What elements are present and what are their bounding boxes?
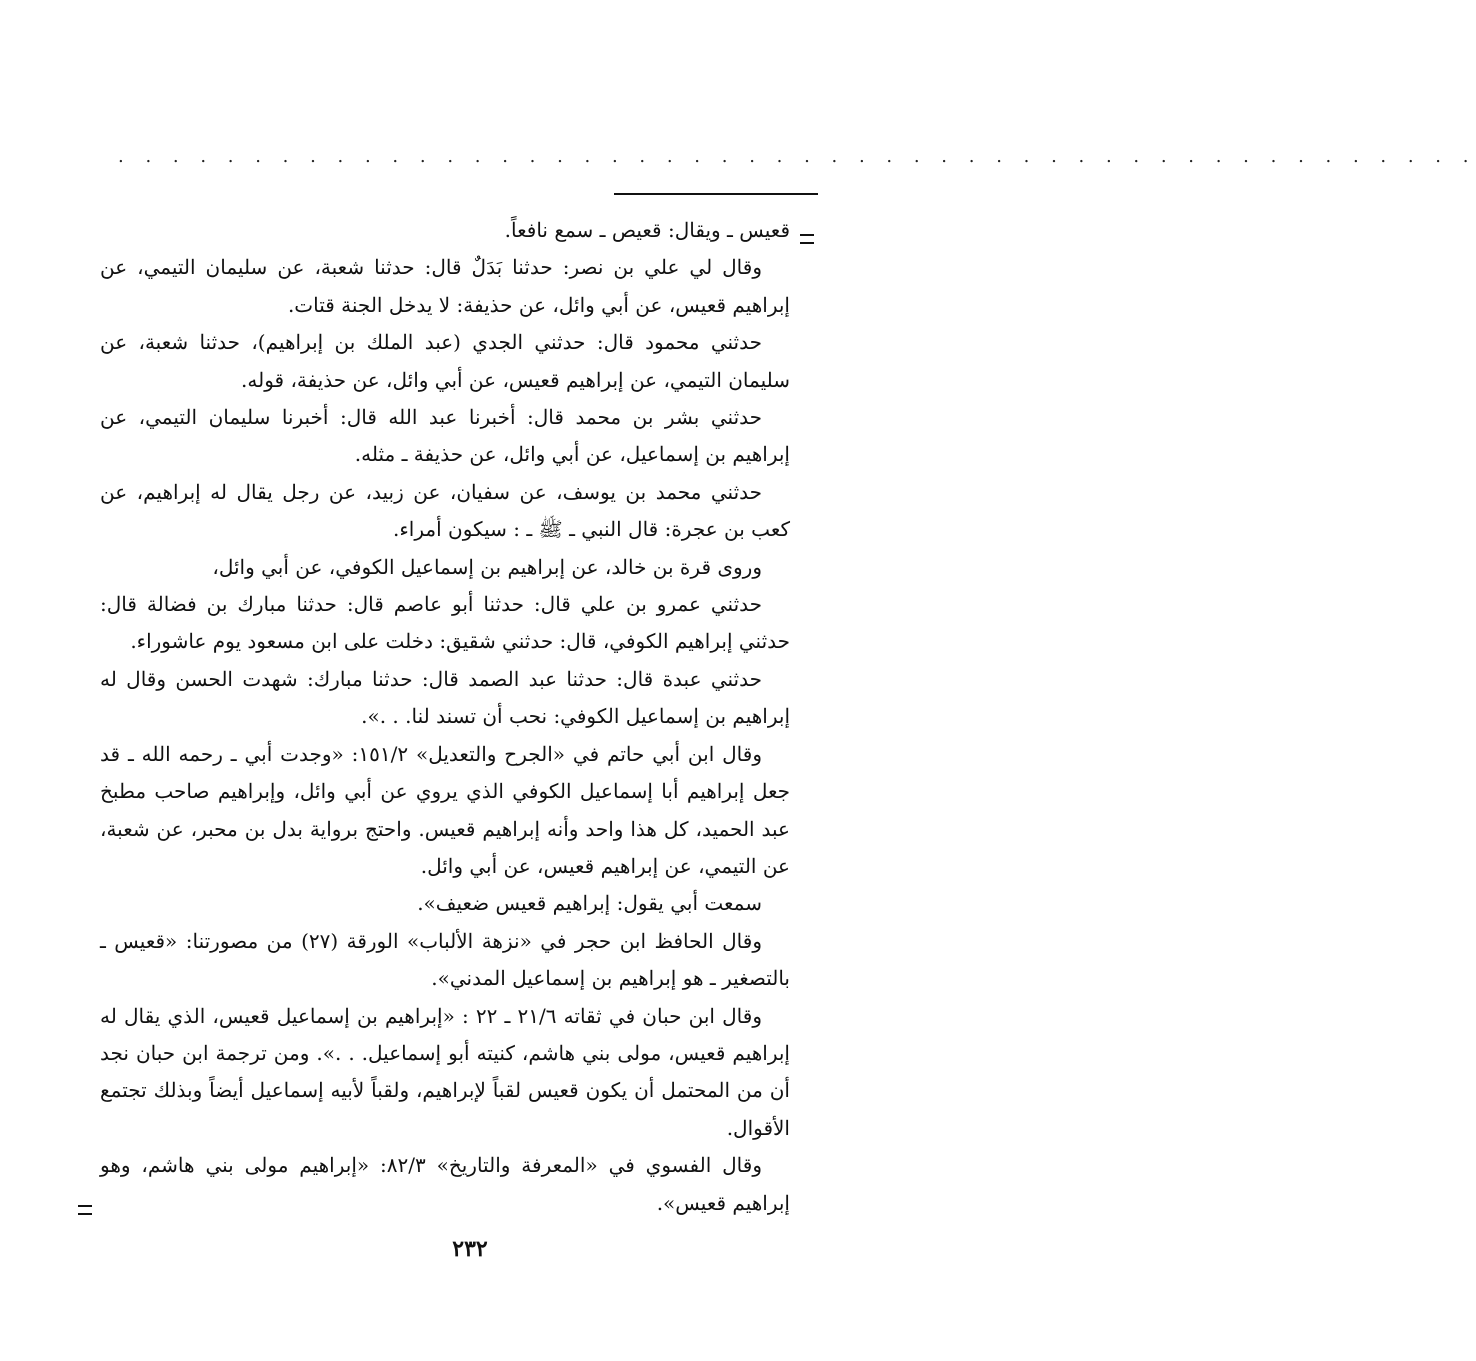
paragraph: حدثني محمد بن يوسف، عن سفيان، عن زبيد، عن رجل يقال له إبراهيم، عن كعب بن عجرة: قال النبي ـ ﷺ ـ : سيكون أمراء. [100,479,790,542]
paragraph: وقال ابن أبي حاتم في «الجرح والتعديل» ١٥١/٢: «وجدت أبي ـ رحمه الله ـ قد جعل إبراهيم أبا إسماعيل الكوفي الذي يروي عن أبي وائل، وإبراهيم صاحب مطبخ عبد الحميد، كل هذا واحد وأنه إبراهيم قعيس. واحتج برواية بدل بن محبر، عن شعبة، عن التيمي، عن إبراهيم قعيس، عن أبي وائل. [100,741,790,878]
paragraph: وقال لي علي بن نصر: حدثنا بَدَلٌ قال: حدثنا شعبة، عن سليمان التيمي، عن إبراهيم قعيس، عن أبي وائل، عن حذيفة: لا يدخل الجنة قتات. [100,255,790,317]
paragraph: حدثني عمرو بن علي قال: حدثنا أبو عاصم قال: حدثنا مبارك بن فضالة قال: حدثني إبراهيم الكوفي، قال: حدثني شقيق: دخلت على ابن مسعود يوم عاشوراء. [100,592,790,654]
paragraph: وقال ابن حبان في ثقاته ٢١/٦ ـ ٢٢ : «إبراهيم بن إسماعيل قعيس، الذي يقال له إبراهيم قعيس، مولى بني هاشم، كنيته أبو إسماعيل. . .». ومن ترجمة ابن حبان نجد أن من المحتمل أن يكون قعيس لقباً لإبراهيم، ولقباً لأبيه إسماعيل أيضاً وبذلك تجتمع الأقوال. [100,1003,790,1140]
dotted-separator: . . . . . . . . . . . . . . . . . . . . . . . . . . . . . . . . . . . . . . . . . . . . . . . . . . [118,146,1476,167]
footnote-rule [614,193,818,195]
paragraph: حدثني محمود قال: حدثني الجدي (عبد الملك بن إبراهيم)، حدثنا شعبة، عن سليمان التيمي، عن إبراهيم قعيس، عن أبي وائل، عن حذيفة، قوله. [100,330,790,392]
page-number: ٢٣٢ [452,1236,488,1262]
paragraph: حدثني بشر بن محمد قال: أخبرنا عبد الله قال: أخبرنا سليمان التيمي، عن إبراهيم بن إسماعيل، عن أبي وائل، عن حذيفة ـ مثله. [100,405,790,467]
continuation-marker-top [800,234,814,244]
paragraph: وقال الحافظ ابن حجر في «نزهة الألباب» الورقة (٢٧) من مصورتنا: «قعيس ـ بالتصغير ـ هو إبراهيم بن إسماعيل المدني». [100,928,790,991]
continuation-marker-bottom [78,1205,92,1215]
paragraph: قعيس ـ ويقال: قعيص ـ سمع نافعاً. [504,218,790,242]
paragraph: سمعت أبي يقول: إبراهيم قعيس ضعيف». [417,891,762,916]
footnote-text [100,212,790,1222]
paragraph: حدثني عبدة قال: حدثنا عبد الصمد قال: حدثنا مبارك: شهدت الحسن وقال له إبراهيم بن إسماعيل الكوفي: نحب أن تسند لنا. . .». [100,666,790,729]
paragraph: وروى قرة بن خالد، عن إبراهيم بن إسماعيل الكوفي، عن أبي وائل، [212,554,762,579]
paragraph: وقال الفسوي في «المعرفة والتاريخ» ٨٢/٣: «إبراهيم مولى بني هاشم، وهو إبراهيم قعيس». [100,1153,790,1215]
